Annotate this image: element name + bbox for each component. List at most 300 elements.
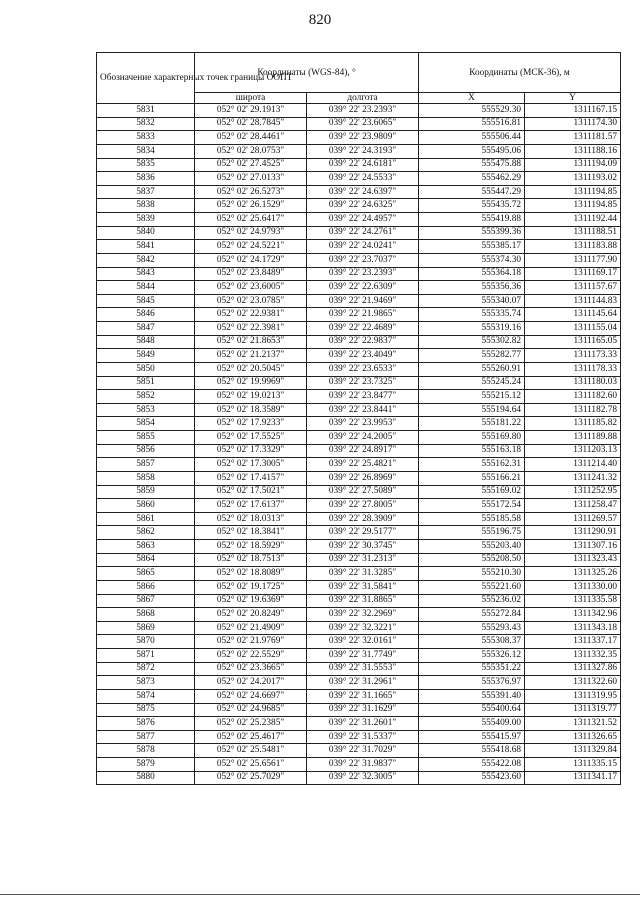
y-coordinate-cell: 1311174.30 xyxy=(525,117,621,131)
y-coordinate-cell: 1311144.83 xyxy=(525,294,621,308)
y-coordinate-cell: 1311319.95 xyxy=(525,689,621,703)
point-number-cell: 5846 xyxy=(97,308,195,322)
table-row xyxy=(97,526,621,540)
latitude-cell: 052° 02' 18.3841" xyxy=(195,526,307,540)
latitude-cell: 052° 02' 22.5529" xyxy=(195,649,307,663)
y-coordinate-cell: 1311307.16 xyxy=(525,540,621,554)
latitude-cell: 052° 02' 28.4461" xyxy=(195,131,307,145)
longitude-cell: 039° 22' 21.9469" xyxy=(307,294,419,308)
point-number-cell: 5838 xyxy=(97,199,195,213)
table-row xyxy=(97,649,621,663)
latitude-cell: 052° 02' 19.1725" xyxy=(195,580,307,594)
longitude-cell: 039° 22' 32.3221" xyxy=(307,621,419,635)
y-coordinate-cell: 1311183.88 xyxy=(525,240,621,254)
y-coordinate-cell: 1311157.67 xyxy=(525,281,621,295)
table-row xyxy=(97,158,621,172)
table-row xyxy=(97,744,621,758)
point-number-cell: 5845 xyxy=(97,294,195,308)
point-number-cell: 5874 xyxy=(97,689,195,703)
table-row xyxy=(97,322,621,336)
point-number-cell: 5864 xyxy=(97,553,195,567)
latitude-cell: 052° 02' 29.1913" xyxy=(195,104,307,118)
x-coordinate-cell: 555335.74 xyxy=(419,308,525,322)
x-coordinate-cell: 555166.21 xyxy=(419,471,525,485)
latitude-cell: 052° 02' 24.5221" xyxy=(195,240,307,254)
x-coordinate-cell: 555462.29 xyxy=(419,172,525,186)
latitude-cell: 052° 02' 26.5273" xyxy=(195,185,307,199)
point-number-cell: 5865 xyxy=(97,567,195,581)
y-coordinate-cell: 1311203.13 xyxy=(525,444,621,458)
point-number-cell: 5871 xyxy=(97,649,195,663)
point-number-cell: 5861 xyxy=(97,512,195,526)
longitude-cell: 039° 22' 23.4049" xyxy=(307,349,419,363)
x-coordinate-cell: 555282.77 xyxy=(419,349,525,363)
x-coordinate-cell: 555351.22 xyxy=(419,662,525,676)
header-longitude: долгота xyxy=(307,93,419,104)
point-number-cell: 5839 xyxy=(97,213,195,227)
y-coordinate-cell: 1311155.04 xyxy=(525,322,621,336)
point-number-cell: 5834 xyxy=(97,144,195,158)
latitude-cell: 052° 02' 18.5929" xyxy=(195,540,307,554)
table-row xyxy=(97,512,621,526)
table-row xyxy=(97,431,621,445)
point-number-cell: 5873 xyxy=(97,676,195,690)
table-row xyxy=(97,730,621,744)
y-coordinate-cell: 1311193.02 xyxy=(525,172,621,186)
longitude-cell: 039° 22' 22.9837" xyxy=(307,335,419,349)
point-number-cell: 5866 xyxy=(97,580,195,594)
latitude-cell: 052° 02' 27.4525" xyxy=(195,158,307,172)
y-coordinate-cell: 1311341.17 xyxy=(525,771,621,785)
latitude-cell: 052° 02' 17.3329" xyxy=(195,444,307,458)
x-coordinate-cell: 555423.60 xyxy=(419,771,525,785)
latitude-cell: 052° 02' 19.6369" xyxy=(195,594,307,608)
x-coordinate-cell: 555210.30 xyxy=(419,567,525,581)
latitude-cell: 052° 02' 21.8653" xyxy=(195,335,307,349)
latitude-cell: 052° 02' 19.9969" xyxy=(195,376,307,390)
longitude-cell: 039° 22' 24.0241" xyxy=(307,240,419,254)
x-coordinate-cell: 555172.54 xyxy=(419,499,525,513)
y-coordinate-cell: 1311178.33 xyxy=(525,362,621,376)
table-row xyxy=(97,294,621,308)
table-row xyxy=(97,485,621,499)
y-coordinate-cell: 1311188.16 xyxy=(525,144,621,158)
point-number-cell: 5867 xyxy=(97,594,195,608)
y-coordinate-cell: 1311194.85 xyxy=(525,199,621,213)
latitude-cell: 052° 02' 21.4909" xyxy=(195,621,307,635)
y-coordinate-cell: 1311252.95 xyxy=(525,485,621,499)
point-number-cell: 5877 xyxy=(97,730,195,744)
longitude-cell: 039° 22' 24.6181" xyxy=(307,158,419,172)
x-coordinate-cell: 555245.24 xyxy=(419,376,525,390)
point-number-cell: 5863 xyxy=(97,540,195,554)
latitude-cell: 052° 02' 24.6697" xyxy=(195,689,307,703)
table-row xyxy=(97,104,621,118)
x-coordinate-cell: 555194.64 xyxy=(419,403,525,417)
latitude-cell: 052° 02' 28.0753" xyxy=(195,144,307,158)
y-coordinate-cell: 1311167.15 xyxy=(525,104,621,118)
table-row xyxy=(97,540,621,554)
table-row xyxy=(97,349,621,363)
latitude-cell: 052° 02' 22.3981" xyxy=(195,322,307,336)
x-coordinate-cell: 555364.18 xyxy=(419,267,525,281)
table-row xyxy=(97,717,621,731)
table-row xyxy=(97,635,621,649)
longitude-cell: 039° 22' 30.3745" xyxy=(307,540,419,554)
header-wgs84: Координаты (WGS-84), ° xyxy=(195,53,419,93)
latitude-cell: 052° 02' 23.0785" xyxy=(195,294,307,308)
latitude-cell: 052° 02' 27.0133" xyxy=(195,172,307,186)
longitude-cell: 039° 22' 31.5841" xyxy=(307,580,419,594)
x-coordinate-cell: 555181.22 xyxy=(419,417,525,431)
longitude-cell: 039° 22' 26.8969" xyxy=(307,471,419,485)
longitude-cell: 039° 22' 31.1629" xyxy=(307,703,419,717)
latitude-cell: 052° 02' 18.8089" xyxy=(195,567,307,581)
table-row xyxy=(97,458,621,472)
y-coordinate-cell: 1311335.15 xyxy=(525,758,621,772)
latitude-cell: 052° 02' 24.2017" xyxy=(195,676,307,690)
point-number-cell: 5857 xyxy=(97,458,195,472)
x-coordinate-cell: 555391.40 xyxy=(419,689,525,703)
x-coordinate-cell: 555162.31 xyxy=(419,458,525,472)
latitude-cell: 052° 02' 17.3005" xyxy=(195,458,307,472)
x-coordinate-cell: 555203.40 xyxy=(419,540,525,554)
x-coordinate-cell: 555475.88 xyxy=(419,158,525,172)
x-coordinate-cell: 555415.97 xyxy=(419,730,525,744)
x-coordinate-cell: 555236.02 xyxy=(419,594,525,608)
point-number-cell: 5875 xyxy=(97,703,195,717)
table-row xyxy=(97,185,621,199)
point-number-cell: 5842 xyxy=(97,253,195,267)
latitude-cell: 052° 02' 17.5525" xyxy=(195,431,307,445)
latitude-cell: 052° 02' 24.1729" xyxy=(195,253,307,267)
page-number: 820 xyxy=(308,12,332,28)
point-number-cell: 5833 xyxy=(97,131,195,145)
y-coordinate-cell: 1311165.05 xyxy=(525,335,621,349)
point-number-cell: 5876 xyxy=(97,717,195,731)
y-coordinate-cell: 1311189.88 xyxy=(525,431,621,445)
latitude-cell: 052° 02' 17.9233" xyxy=(195,417,307,431)
longitude-cell: 039° 22' 27.5089" xyxy=(307,485,419,499)
header-x: X xyxy=(419,93,525,104)
y-coordinate-cell: 1311322.60 xyxy=(525,676,621,690)
table-row xyxy=(97,403,621,417)
table-row xyxy=(97,444,621,458)
point-number-cell: 5879 xyxy=(97,758,195,772)
latitude-cell: 052° 02' 25.6417" xyxy=(195,213,307,227)
point-number-cell: 5878 xyxy=(97,744,195,758)
latitude-cell: 052° 02' 18.3589" xyxy=(195,403,307,417)
latitude-cell: 052° 02' 25.6561" xyxy=(195,758,307,772)
latitude-cell: 052° 02' 25.5481" xyxy=(195,744,307,758)
y-coordinate-cell: 1311342.96 xyxy=(525,608,621,622)
page-bottom-rule xyxy=(0,894,640,895)
table-row xyxy=(97,253,621,267)
header-msk36: Координаты (МСК-36), м xyxy=(419,53,621,93)
y-coordinate-cell: 1311185.82 xyxy=(525,417,621,431)
y-coordinate-cell: 1311194.09 xyxy=(525,158,621,172)
longitude-cell: 039° 22' 31.1665" xyxy=(307,689,419,703)
latitude-cell: 052° 02' 21.9769" xyxy=(195,635,307,649)
latitude-cell: 052° 02' 23.6005" xyxy=(195,281,307,295)
x-coordinate-cell: 555215.12 xyxy=(419,390,525,404)
longitude-cell: 039° 22' 25.4821" xyxy=(307,458,419,472)
table-row xyxy=(97,117,621,131)
y-coordinate-cell: 1311327.86 xyxy=(525,662,621,676)
x-coordinate-cell: 555272.84 xyxy=(419,608,525,622)
longitude-cell: 039° 22' 22.4689" xyxy=(307,322,419,336)
x-coordinate-cell: 555308.37 xyxy=(419,635,525,649)
longitude-cell: 039° 22' 23.6533" xyxy=(307,362,419,376)
longitude-cell: 039° 22' 31.9837" xyxy=(307,758,419,772)
y-coordinate-cell: 1311182.78 xyxy=(525,403,621,417)
y-coordinate-cell: 1311173.33 xyxy=(525,349,621,363)
latitude-cell: 052° 02' 18.7513" xyxy=(195,553,307,567)
latitude-cell: 052° 02' 22.9381" xyxy=(195,308,307,322)
x-coordinate-cell: 555163.18 xyxy=(419,444,525,458)
point-number-cell: 5850 xyxy=(97,362,195,376)
longitude-cell: 039° 22' 32.2969" xyxy=(307,608,419,622)
x-coordinate-cell: 555495.06 xyxy=(419,144,525,158)
point-number-cell: 5868 xyxy=(97,608,195,622)
y-coordinate-cell: 1311269.57 xyxy=(525,512,621,526)
table-row xyxy=(97,758,621,772)
y-coordinate-cell: 1311188.51 xyxy=(525,226,621,240)
point-number-cell: 5837 xyxy=(97,185,195,199)
longitude-cell: 039° 22' 24.2761" xyxy=(307,226,419,240)
table-row xyxy=(97,308,621,322)
longitude-cell: 039° 22' 21.9865" xyxy=(307,308,419,322)
x-coordinate-cell: 555435.72 xyxy=(419,199,525,213)
y-coordinate-cell: 1311335.58 xyxy=(525,594,621,608)
header-y: Y xyxy=(525,93,621,104)
point-number-cell: 5880 xyxy=(97,771,195,785)
longitude-cell: 039° 22' 24.4957" xyxy=(307,213,419,227)
x-coordinate-cell: 555418.68 xyxy=(419,744,525,758)
longitude-cell: 039° 22' 23.2393" xyxy=(307,104,419,118)
latitude-cell: 052° 02' 24.9685" xyxy=(195,703,307,717)
longitude-cell: 039° 22' 31.8865" xyxy=(307,594,419,608)
point-number-cell: 5856 xyxy=(97,444,195,458)
longitude-cell: 039° 22' 28.3909" xyxy=(307,512,419,526)
table-row xyxy=(97,580,621,594)
x-coordinate-cell: 555400.64 xyxy=(419,703,525,717)
y-coordinate-cell: 1311241.32 xyxy=(525,471,621,485)
longitude-cell: 039° 22' 31.2601" xyxy=(307,717,419,731)
longitude-cell: 039° 22' 23.2393" xyxy=(307,267,419,281)
point-number-cell: 5854 xyxy=(97,417,195,431)
point-number-cell: 5859 xyxy=(97,485,195,499)
table-row xyxy=(97,567,621,581)
table-row xyxy=(97,689,621,703)
y-coordinate-cell: 1311319.77 xyxy=(525,703,621,717)
latitude-cell: 052° 02' 25.7029" xyxy=(195,771,307,785)
x-coordinate-cell: 555376.97 xyxy=(419,676,525,690)
point-number-cell: 5870 xyxy=(97,635,195,649)
point-number-cell: 5862 xyxy=(97,526,195,540)
longitude-cell: 039° 22' 31.5553" xyxy=(307,662,419,676)
longitude-cell: 039° 22' 29.5177" xyxy=(307,526,419,540)
point-number-cell: 5848 xyxy=(97,335,195,349)
longitude-cell: 039° 22' 24.3193" xyxy=(307,144,419,158)
longitude-cell: 039° 22' 24.5533" xyxy=(307,172,419,186)
longitude-cell: 039° 22' 31.7029" xyxy=(307,744,419,758)
latitude-cell: 052° 02' 24.9793" xyxy=(195,226,307,240)
table-row xyxy=(97,676,621,690)
longitude-cell: 039° 22' 31.5337" xyxy=(307,730,419,744)
x-coordinate-cell: 555169.80 xyxy=(419,431,525,445)
table-row xyxy=(97,199,621,213)
point-number-cell: 5849 xyxy=(97,349,195,363)
longitude-cell: 039° 22' 24.2005" xyxy=(307,431,419,445)
x-coordinate-cell: 555385.17 xyxy=(419,240,525,254)
x-coordinate-cell: 555516.81 xyxy=(419,117,525,131)
point-number-cell: 5869 xyxy=(97,621,195,635)
y-coordinate-cell: 1311169.17 xyxy=(525,267,621,281)
x-coordinate-cell: 555447.29 xyxy=(419,185,525,199)
table-row xyxy=(97,594,621,608)
x-coordinate-cell: 555169.02 xyxy=(419,485,525,499)
x-coordinate-cell: 555419.88 xyxy=(419,213,525,227)
x-coordinate-cell: 555356.36 xyxy=(419,281,525,295)
y-coordinate-cell: 1311194.85 xyxy=(525,185,621,199)
table-row xyxy=(97,390,621,404)
table-row xyxy=(97,417,621,431)
table-row xyxy=(97,335,621,349)
latitude-cell: 052° 02' 18.0313" xyxy=(195,512,307,526)
table-row xyxy=(97,553,621,567)
y-coordinate-cell: 1311192.44 xyxy=(525,213,621,227)
table-row xyxy=(97,771,621,785)
x-coordinate-cell: 555506.44 xyxy=(419,131,525,145)
point-number-cell: 5858 xyxy=(97,471,195,485)
x-coordinate-cell: 555208.50 xyxy=(419,553,525,567)
x-coordinate-cell: 555374.30 xyxy=(419,253,525,267)
longitude-cell: 039° 22' 24.8917" xyxy=(307,444,419,458)
longitude-cell: 039° 22' 23.6065" xyxy=(307,117,419,131)
point-number-cell: 5841 xyxy=(97,240,195,254)
table-row xyxy=(97,703,621,717)
x-coordinate-cell: 555221.60 xyxy=(419,580,525,594)
table-row xyxy=(97,226,621,240)
longitude-cell: 039° 22' 31.3285" xyxy=(307,567,419,581)
table-row xyxy=(97,267,621,281)
point-number-cell: 5872 xyxy=(97,662,195,676)
latitude-cell: 052° 02' 28.7845" xyxy=(195,117,307,131)
y-coordinate-cell: 1311177.90 xyxy=(525,253,621,267)
longitude-cell: 039° 22' 32.0161" xyxy=(307,635,419,649)
table-row xyxy=(97,471,621,485)
point-number-cell: 5852 xyxy=(97,390,195,404)
latitude-cell: 052° 02' 23.3665" xyxy=(195,662,307,676)
point-number-cell: 5860 xyxy=(97,499,195,513)
longitude-cell: 039° 22' 31.2961" xyxy=(307,676,419,690)
coordinates-table xyxy=(96,52,621,785)
y-coordinate-cell: 1311323.43 xyxy=(525,553,621,567)
x-coordinate-cell: 555529.30 xyxy=(419,104,525,118)
point-number-cell: 5844 xyxy=(97,281,195,295)
x-coordinate-cell: 555340.07 xyxy=(419,294,525,308)
y-coordinate-cell: 1311180.03 xyxy=(525,376,621,390)
latitude-cell: 052° 02' 20.5045" xyxy=(195,362,307,376)
point-number-cell: 5835 xyxy=(97,158,195,172)
point-number-cell: 5853 xyxy=(97,403,195,417)
longitude-cell: 039° 22' 31.7749" xyxy=(307,649,419,663)
table-body xyxy=(97,104,621,785)
table-row xyxy=(97,499,621,513)
x-coordinate-cell: 555422.08 xyxy=(419,758,525,772)
x-coordinate-cell: 555409.00 xyxy=(419,717,525,731)
latitude-cell: 052° 02' 20.8249" xyxy=(195,608,307,622)
y-coordinate-cell: 1311181.57 xyxy=(525,131,621,145)
longitude-cell: 039° 22' 23.7037" xyxy=(307,253,419,267)
longitude-cell: 039° 22' 31.2313" xyxy=(307,553,419,567)
y-coordinate-cell: 1311145.64 xyxy=(525,308,621,322)
latitude-cell: 052° 02' 25.2385" xyxy=(195,717,307,731)
y-coordinate-cell: 1311321.52 xyxy=(525,717,621,731)
table-row xyxy=(97,172,621,186)
y-coordinate-cell: 1311290.91 xyxy=(525,526,621,540)
point-number-cell: 5855 xyxy=(97,431,195,445)
longitude-cell: 039° 22' 24.6397" xyxy=(307,185,419,199)
y-coordinate-cell: 1311326.65 xyxy=(525,730,621,744)
table-row xyxy=(97,362,621,376)
longitude-cell: 039° 22' 23.9953" xyxy=(307,417,419,431)
table-row xyxy=(97,144,621,158)
longitude-cell: 039° 22' 23.8477" xyxy=(307,390,419,404)
table-row xyxy=(97,608,621,622)
y-coordinate-cell: 1311214.40 xyxy=(525,458,621,472)
y-coordinate-cell: 1311182.60 xyxy=(525,390,621,404)
x-coordinate-cell: 555196.75 xyxy=(419,526,525,540)
y-coordinate-cell: 1311325.26 xyxy=(525,567,621,581)
point-number-cell: 5840 xyxy=(97,226,195,240)
latitude-cell: 052° 02' 21.2137" xyxy=(195,349,307,363)
longitude-cell: 039° 22' 27.8005" xyxy=(307,499,419,513)
longitude-cell: 039° 22' 23.8441" xyxy=(307,403,419,417)
table-row xyxy=(97,281,621,295)
x-coordinate-cell: 555319.16 xyxy=(419,322,525,336)
table-row xyxy=(97,662,621,676)
x-coordinate-cell: 555185.58 xyxy=(419,512,525,526)
x-coordinate-cell: 555293.43 xyxy=(419,621,525,635)
y-coordinate-cell: 1311332.35 xyxy=(525,649,621,663)
x-coordinate-cell: 555260.91 xyxy=(419,362,525,376)
point-number-cell: 5847 xyxy=(97,322,195,336)
x-coordinate-cell: 555326.12 xyxy=(419,649,525,663)
latitude-cell: 052° 02' 17.4157" xyxy=(195,471,307,485)
latitude-cell: 052° 02' 26.1529" xyxy=(195,199,307,213)
y-coordinate-cell: 1311329.84 xyxy=(525,744,621,758)
longitude-cell: 039° 22' 23.7325" xyxy=(307,376,419,390)
longitude-cell: 039° 22' 23.9809" xyxy=(307,131,419,145)
table-row xyxy=(97,131,621,145)
point-number-cell: 5843 xyxy=(97,267,195,281)
latitude-cell: 052° 02' 19.0213" xyxy=(195,390,307,404)
latitude-cell: 052° 02' 17.6137" xyxy=(195,499,307,513)
y-coordinate-cell: 1311258.47 xyxy=(525,499,621,513)
table-row xyxy=(97,376,621,390)
latitude-cell: 052° 02' 23.8489" xyxy=(195,267,307,281)
x-coordinate-cell: 555302.82 xyxy=(419,335,525,349)
latitude-cell: 052° 02' 17.5021" xyxy=(195,485,307,499)
longitude-cell: 039° 22' 22.6309" xyxy=(307,281,419,295)
y-coordinate-cell: 1311337.17 xyxy=(525,635,621,649)
y-coordinate-cell: 1311343.18 xyxy=(525,621,621,635)
header-designation: Обозначение характерных точек границы ООПТ xyxy=(97,53,195,104)
x-coordinate-cell: 555399.36 xyxy=(419,226,525,240)
y-coordinate-cell: 1311330.00 xyxy=(525,580,621,594)
